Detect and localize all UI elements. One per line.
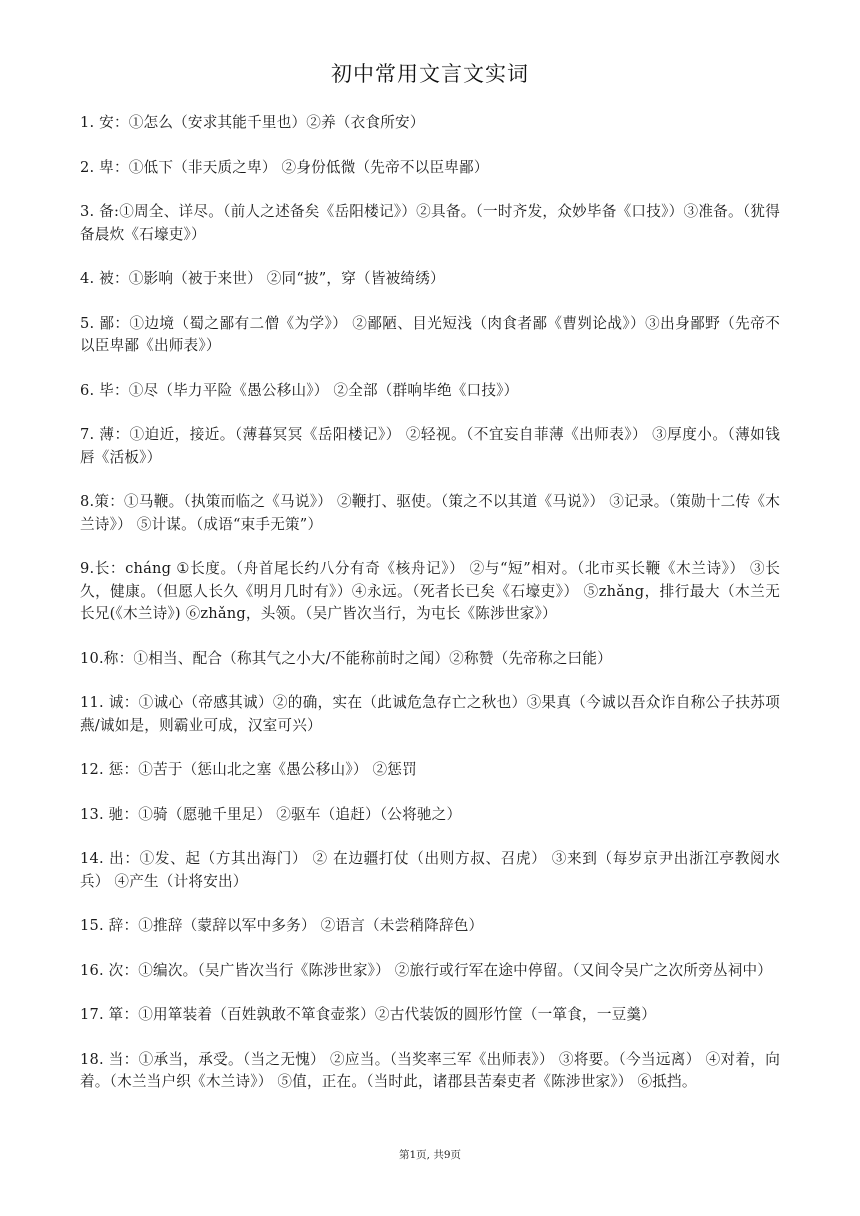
entry-list [80,112,780,1116]
entry-text: 7. 薄：①迫近，接近。（薄暮冥冥《岳阳楼记》） ②轻视。（不宜妄自菲薄《出师表》） ③厚度小。（薄如钱唇《活板》） [80,426,780,466]
list-item [80,1004,780,1027]
list-item [80,759,780,782]
list-item [80,201,780,246]
entry-text: 4. 被：①影响（被于来世） ②同“披”，穿（皆被绮绣） [80,270,445,287]
list-item [80,491,780,536]
entry-text: 1. 安：①怎么（安求其能千里也）②养（衣食所安） [80,114,425,131]
list-item [80,112,780,135]
list-item [80,804,780,827]
list-item [80,915,780,938]
entry-text: 5. 鄙：①边境（蜀之鄙有二僧《为学》） ②鄙陋、目光短浅（肉食者鄙《曹刿论战》）③出身鄙野（先帝不以臣卑鄙《出师表》） [80,314,780,354]
document-title: 初中常用文言文实词 [331,62,529,86]
entry-text: 18. 当：①承当，承受。（当之无愧） ②应当。（当奖率三军《出师表》） ③将要。（今当远离） ④对着，向着。（木兰当户织《木兰诗》） ⑤值，正在。（当时此，诸郡县苦秦吏者《陈涉世家》） ⑥抵挡。 [80,1050,780,1090]
entry-text: 2. 卑：①低下（非天质之卑） ②身份低微（先帝不以臣卑鄙） [80,158,489,176]
entry-text: 3. 备:①周全、详尽。（前人之述备矣《岳阳楼记》）②具备。（一时齐发，众妙毕备《口技》）③准备。（犹得备晨炊《石壕吏》） [80,203,780,243]
entry-text: 16. 次：①编次。（吴广皆次当行《陈涉世家》） ②旅行或行军在途中停留。（又间令吴广之次所旁丛祠中） [80,961,773,979]
list-item [80,960,780,983]
list-item [80,157,780,180]
list-item [80,268,780,291]
entry-text: 6. 毕：①尽（毕力平险《愚公移山》） ②全部（群响毕绝《口技》） [80,381,519,399]
entry-text: 17. 箪：①用箪装着（百姓孰敢不箪食壶浆）②古代装饭的圆形竹筐（一箪食，一豆羹） [80,1006,657,1023]
list-item [80,1049,780,1094]
list-item [80,692,780,737]
entry-text: 10.称：①相当、配合（称其气之小大/不能称前时之闻）②称赞（先帝称之曰能） [80,649,612,667]
list-item [80,648,780,671]
page-footer: 第1页, 共9页 [398,1149,462,1161]
entry-text: 15. 辞：①推辞（蒙辞以军中多务） ②语言（未尝稍降辞色） [80,917,484,934]
list-item [80,424,780,469]
entry-text: 11. 诚：①诚心（帝感其诚）②的确，实在（此诚危急存亡之秋也）③果真（今诚以吾众诈自称公子扶苏项燕/诚如是，则霸业可成，汉室可兴） [80,694,780,734]
list-item [80,558,780,626]
entry-text: 12. 惩：①苦于（惩山北之塞《愚公移山》） ②惩罚 [80,761,417,778]
entry-text: 13. 驰：①骑（愿驰千里足） ②驱车（追赶）（公将驰之） [80,805,462,823]
entry-text: 8.策：①马鞭。（执策而临之《马说》） ②鞭打、驱使。（策之不以其道《马说》） ③记录。（策勋十二传《木兰诗》） ⑤计谋。（成语“束手无策”） [80,493,780,533]
list-item [80,848,780,893]
list-item [80,380,780,403]
entry-text: 14. 出：①发、起（方其出海门） ② 在边疆打仗（出则方叔、召虎） ③来到（每岁京尹出浙江亭教阅水兵） ④产生（计将安出） [80,850,780,890]
list-item [80,313,780,358]
entry-text: 9.长：cháng ①长度。（舟首尾长约八分有奇《核舟记》） ②与“短”相对。（北市买长鞭《木兰诗》） ③长久，健康。（但愿人长久《明月几时有》）④永远。（死者长已矣《石壕吏》） ⑤zhǎng，排行最大（木兰无长兄(《木兰诗》) ⑥zhǎng，头领。（吴广皆次当行，为屯长《陈涉世家》） [80,560,780,622]
